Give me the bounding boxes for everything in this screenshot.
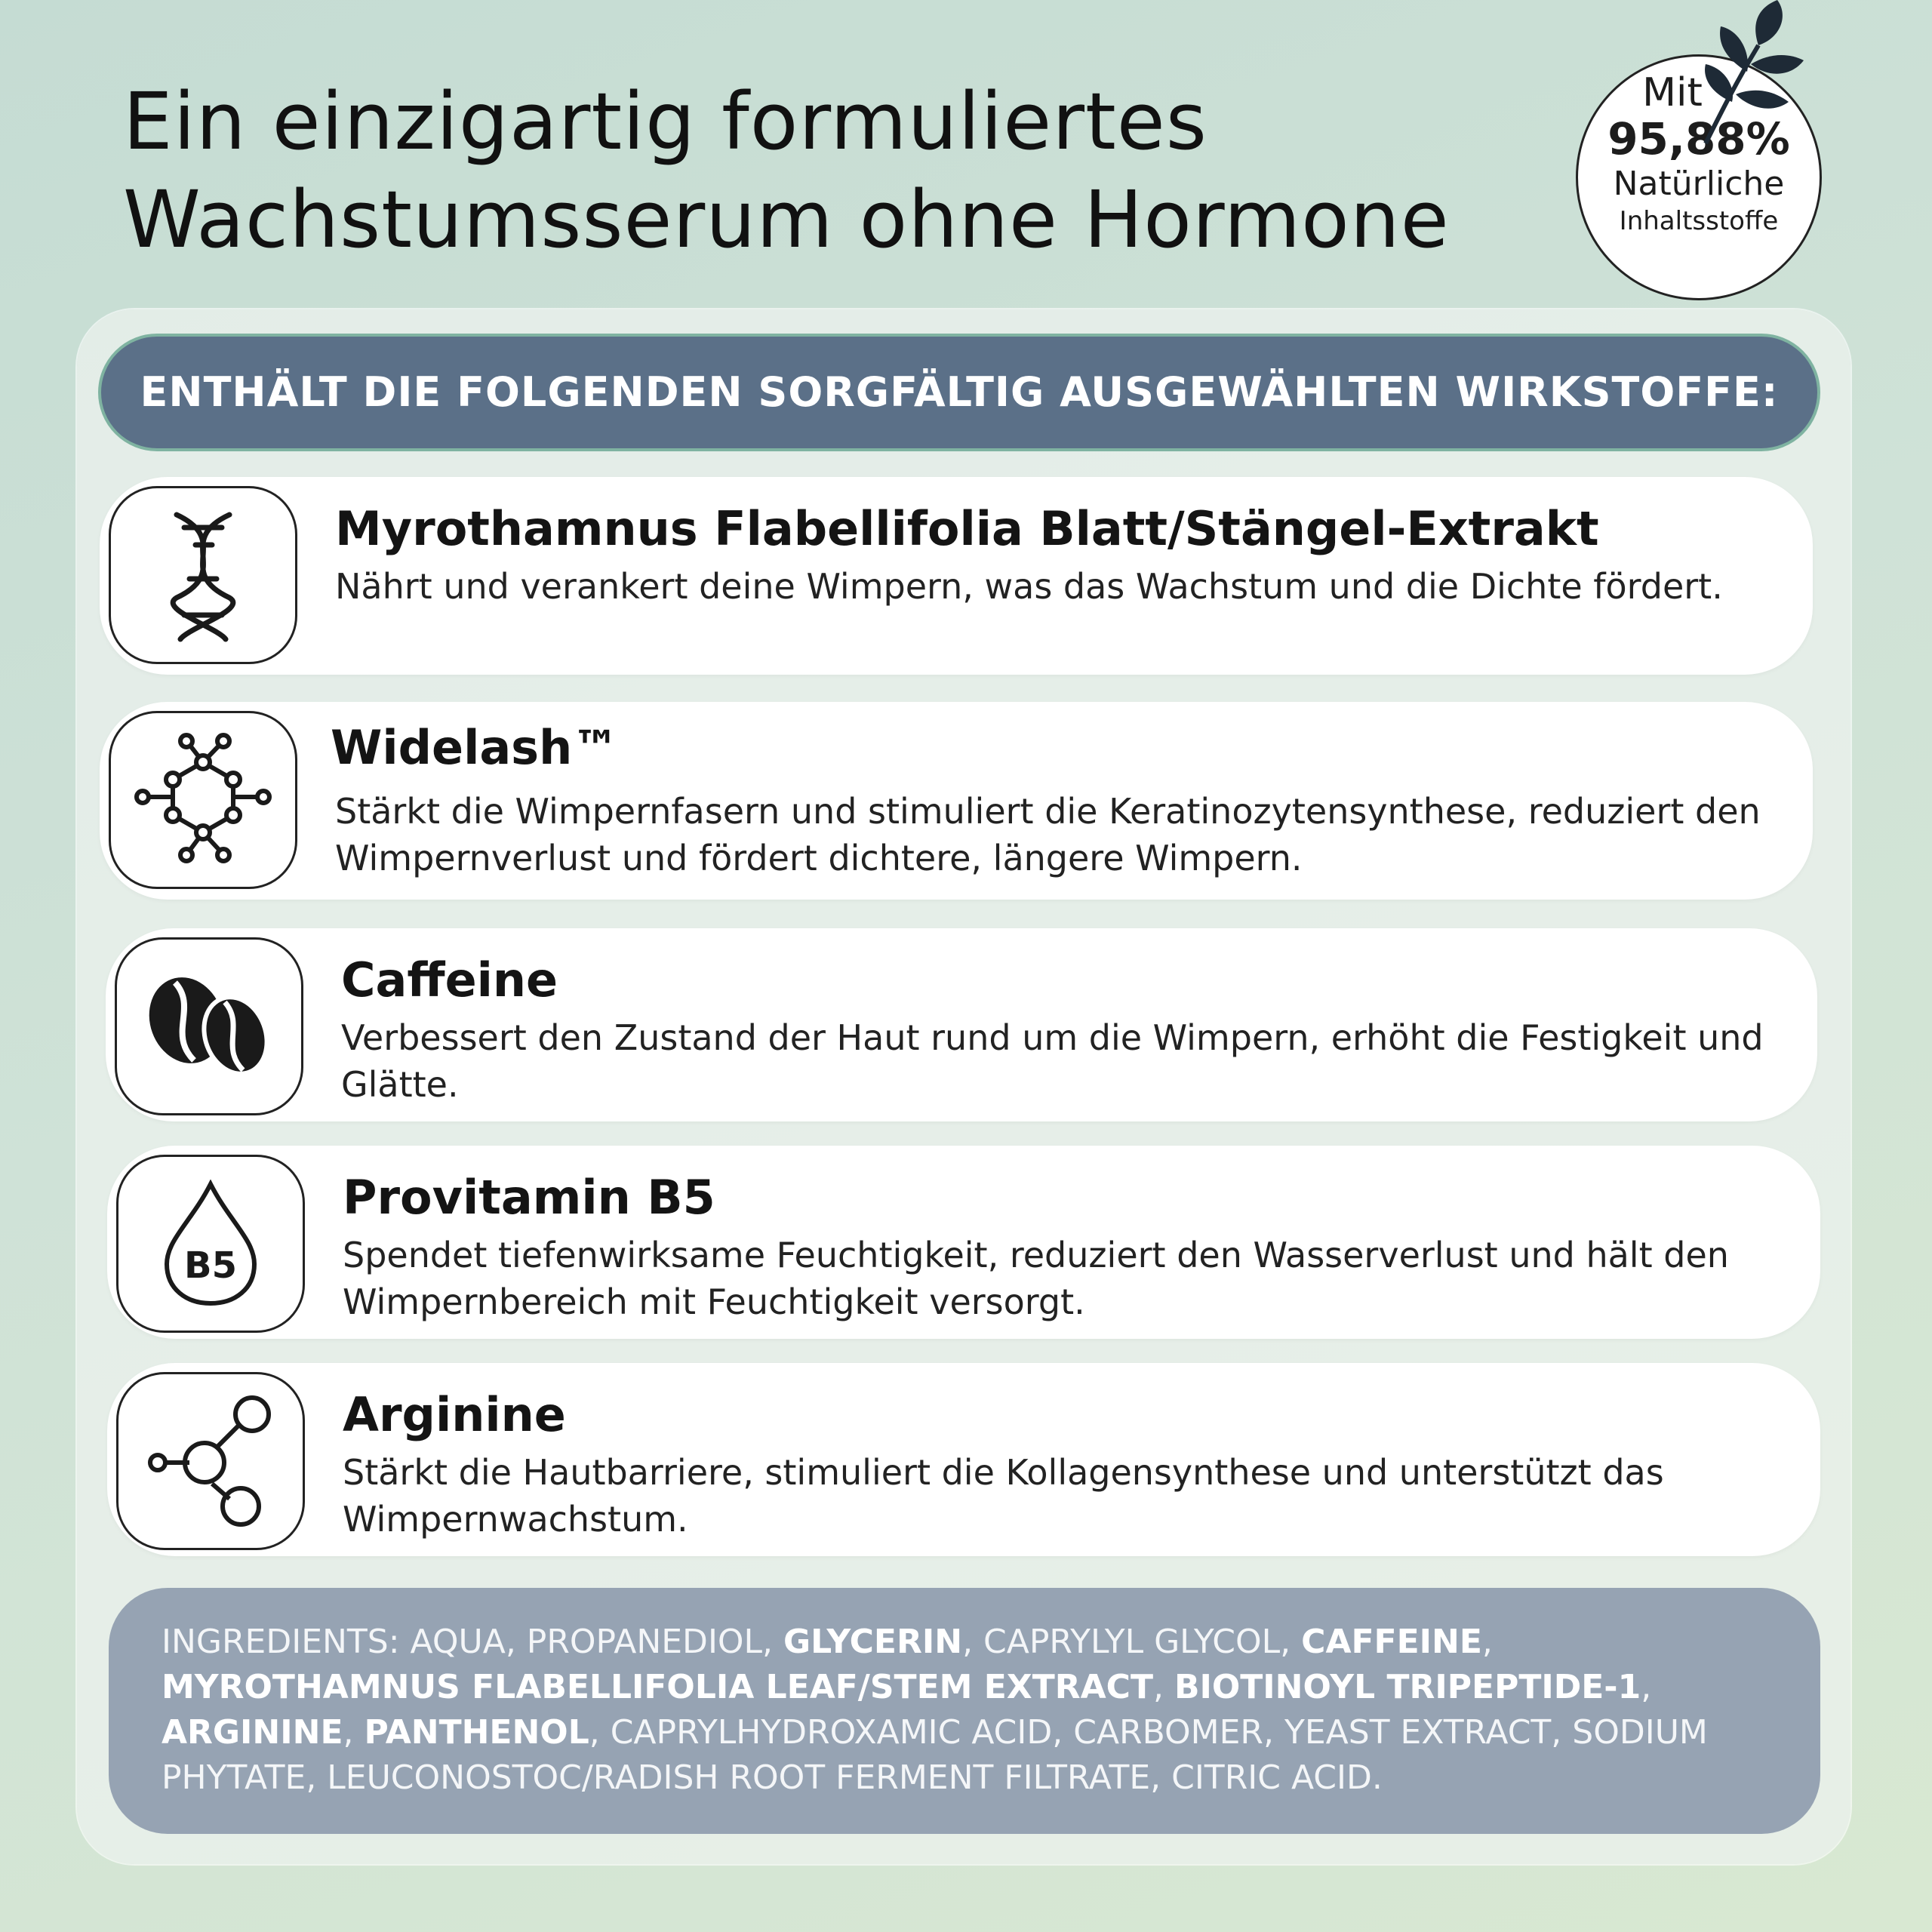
icon-box [115,937,303,1115]
ingredients-list [109,1588,1820,1834]
title-line-1: Ein einzigartig formuliertes [123,75,1208,168]
active-name: Caffeine [341,952,558,1008]
active-name: Myrothamnus Flabellifolia Blatt/Stängel-Extrakt [335,501,1599,556]
active-card-caffeine [106,928,1817,1121]
active-description: Stärkt die Hautbarriere, stimuliert die Kollagensynthese und unterstützt das Wimpernwachstum. [343,1452,1664,1540]
ingredients-separator: , [1152,1668,1174,1706]
active-description: Verbessert den Zustand der Haut rund um die Wimpern, erhöht die Festigkeit und Glätte. [341,1017,1764,1105]
active-card-provitamin-b5 [107,1146,1820,1339]
coffee-beans-icon [145,974,273,1079]
active-card-myrothamnus [100,477,1813,675]
molecule-ring-icon [128,732,278,868]
ingredient-caffeine: CAFFEINE [1301,1623,1482,1661]
leaf-branch-icon [1675,0,1826,151]
active-card-widelash [100,702,1813,900]
ingredients-rest: , CAPRYLHYDROXAMIC ACID, CARBOMER, YEAST EXTRACT, SODIUM PHYTATE, LEUCONOSTOC/RADISH ROOT FERMENT FILTRATE, CITRIC ACID. [162,1713,1708,1797]
ingredient-glycerin: GLYCERIN [783,1623,963,1661]
title-line-2: Wachstumsserum ohne Hormone [123,174,1450,266]
badge-line-3: Natürliche [1613,165,1785,203]
dna-icon [143,503,263,647]
icon-box [109,486,297,664]
b5-drop-icon [158,1180,263,1308]
ingredients-prefix: INGREDIENTS: AQUA, PROPANEDIOL, [162,1623,784,1661]
icon-box [109,711,297,889]
icon-box [116,1155,305,1333]
badge-percentage: 95,88% [1607,113,1790,165]
badge-line-4: Inhaltsstoffe [1619,206,1779,236]
active-card-arginine [107,1363,1820,1556]
active-name: Arginine [343,1387,566,1442]
ingredient-biotinoyl: BIOTINOYL TRIPEPTIDE-1 [1174,1668,1641,1706]
ingredient-myrothamnus: MYROTHAMNUS FLABELLIFOLIA LEAF/STEM EXTRACT [162,1668,1153,1706]
ingredients-separator: , [343,1713,365,1752]
active-name: Widelash™ [331,720,620,775]
ingredient-arginine: ARGININE [162,1713,343,1752]
section-header: ENTHÄLT DIE FOLGENDEN SORGFÄLTIG AUSGEWÄHLTEN WIRKSTOFFE: [98,334,1820,451]
active-description: Spendet tiefenwirksame Feuchtigkeit, reduziert den Wasserverlust und hält den Wimpernbereich mit Feuchtigkeit versorgt. [343,1235,1729,1322]
icon-box [116,1372,305,1550]
ingredients-separator: , [1481,1623,1493,1661]
ingredients-separator: , [1641,1668,1652,1706]
b5-label: B5 [184,1244,237,1287]
page-title [123,72,1595,269]
active-name: Provitamin B5 [343,1170,715,1225]
ingredients-separator: , CAPRYLYL GLYCOL, [962,1623,1302,1661]
molecule-icon [143,1393,278,1529]
ingredient-panthenol: PANTHENOL [364,1713,589,1752]
active-description: Stärkt die Wimpernfasern und stimuliert die Keratinozytensynthese, reduziert den Wimpernverlust und fördert dichtere, längere Wimpern. [335,791,1761,878]
badge-line-1: Mit [1642,70,1703,115]
active-description: Nährt und verankert deine Wimpern, was das Wachstum und die Dichte fördert. [335,566,1723,607]
